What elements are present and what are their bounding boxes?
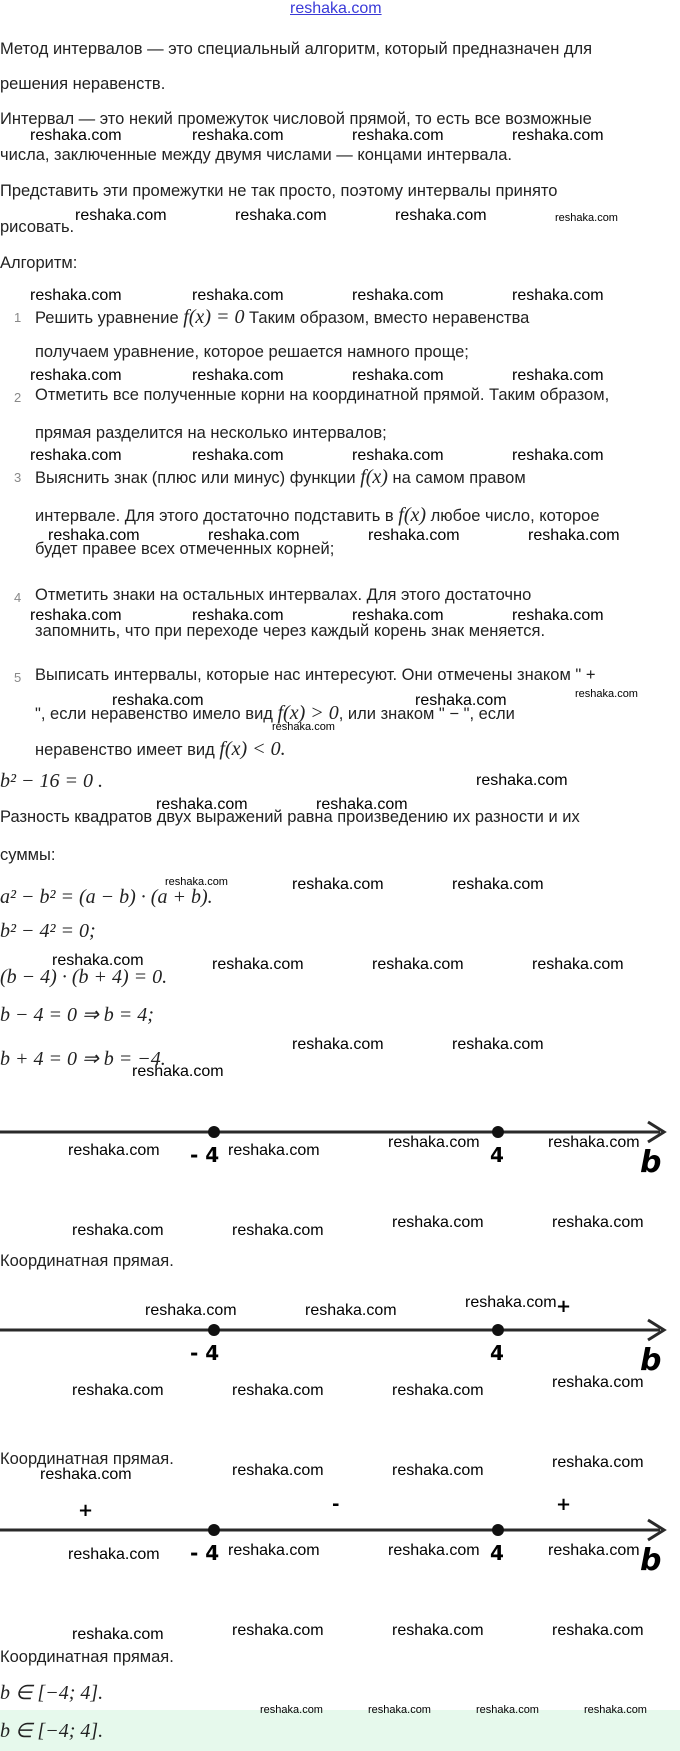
watermark: reshaka.com xyxy=(552,1214,644,1231)
watermark: reshaka.com xyxy=(305,1302,397,1319)
equation-4: (b − 4) · (b + 4) = 0. xyxy=(0,966,168,988)
watermark: reshaka.com xyxy=(415,692,507,709)
answer-line-1: b ∈ [−4; 4]. xyxy=(0,1682,104,1704)
watermark: reshaka.com xyxy=(48,527,140,544)
watermark: reshaka.com xyxy=(75,207,167,224)
watermark: reshaka.com xyxy=(512,447,604,464)
watermark: reshaka.com xyxy=(68,1142,160,1159)
sign-plus-right: + xyxy=(556,1494,572,1515)
watermark: reshaka.com xyxy=(228,1542,320,1559)
watermark: reshaka.com xyxy=(112,692,204,709)
watermark: reshaka.com xyxy=(584,1704,647,1716)
watermark: reshaka.com xyxy=(512,287,604,304)
watermark: reshaka.com xyxy=(368,527,460,544)
watermark: reshaka.com xyxy=(232,1622,324,1639)
watermark: reshaka.com xyxy=(192,447,284,464)
watermark: reshaka.com xyxy=(352,447,444,464)
watermark: reshaka.com xyxy=(465,1294,557,1311)
watermark: reshaka.com xyxy=(476,1704,539,1716)
watermark: reshaka.com xyxy=(528,527,620,544)
watermark: reshaka.com xyxy=(512,607,604,624)
step-5-line-1: Выписать интервалы, которые нас интересуют. Они отмечены знаком " + xyxy=(35,666,596,684)
step-number: 4 xyxy=(14,590,22,605)
point-minus-4 xyxy=(208,1126,220,1138)
watermark: reshaka.com xyxy=(192,287,284,304)
step-number: 5 xyxy=(14,670,22,685)
watermark: reshaka.com xyxy=(52,952,144,969)
variable-label: b xyxy=(640,1145,662,1180)
watermark: reshaka.com xyxy=(512,367,604,384)
watermark: reshaka.com xyxy=(388,1134,480,1151)
watermark: reshaka.com xyxy=(232,1382,324,1399)
watermark: reshaka.com xyxy=(368,1704,431,1716)
watermark: reshaka.com xyxy=(30,127,122,144)
watermark: reshaka.com xyxy=(392,1462,484,1479)
step-1-line-2: получаем уравнение, которое решается намного проще; xyxy=(35,343,469,361)
watermark: reshaka.com xyxy=(452,876,544,893)
equation-2: a² − b² = (a − b) · (a + b). xyxy=(0,886,213,908)
watermark: reshaka.com xyxy=(192,367,284,384)
step-5-line-3: неравенство имеет вид f(x) < 0. xyxy=(35,738,286,760)
watermark: reshaka.com xyxy=(552,1454,644,1471)
watermark: reshaka.com xyxy=(208,527,300,544)
step-4-line-2: запомнить, что при переходе через каждый корень знак меняется. xyxy=(35,622,546,640)
site-link[interactable]: reshaka.com xyxy=(290,0,382,17)
algorithm-heading: Алгоритм: xyxy=(0,254,78,272)
watermark: reshaka.com xyxy=(392,1214,484,1231)
point-4 xyxy=(492,1524,504,1536)
watermark: reshaka.com xyxy=(132,1063,224,1080)
sign-plus: + xyxy=(556,1300,572,1317)
watermark: reshaka.com xyxy=(548,1134,640,1151)
watermark: reshaka.com xyxy=(192,127,284,144)
watermark: reshaka.com xyxy=(235,207,327,224)
intro-line-6: рисовать. xyxy=(0,218,75,236)
watermark: reshaka.com xyxy=(532,956,624,973)
solution-text-2: суммы: xyxy=(0,846,56,864)
equation-6: b + 4 = 0 ⇒ b = −4. xyxy=(0,1048,166,1070)
watermark: reshaka.com xyxy=(392,1622,484,1639)
sign-minus-middle: - xyxy=(332,1494,340,1515)
equation-5: b − 4 = 0 ⇒ b = 4; xyxy=(0,1004,154,1026)
label-minus-4: - 4 xyxy=(190,1541,220,1565)
watermark: reshaka.com xyxy=(232,1222,324,1239)
watermark: reshaka.com xyxy=(212,956,304,973)
watermark: reshaka.com xyxy=(352,607,444,624)
label-minus-4: - 4 xyxy=(190,1341,220,1365)
intro-line-1: Метод интервалов — это специальный алгоритм, который предназначен для xyxy=(0,40,593,58)
watermark: reshaka.com xyxy=(292,876,384,893)
label-minus-4: - 4 xyxy=(190,1143,220,1167)
caption-1: Координатная прямая. xyxy=(0,1252,174,1270)
watermark: reshaka.com xyxy=(552,1374,644,1391)
point-4 xyxy=(492,1126,504,1138)
watermark: reshaka.com xyxy=(30,287,122,304)
label-4: 4 xyxy=(490,1541,504,1565)
watermark: reshaka.com xyxy=(30,447,122,464)
watermark: reshaka.com xyxy=(392,1382,484,1399)
sign-plus-left: + xyxy=(78,1500,94,1521)
watermark: reshaka.com xyxy=(156,796,248,813)
watermark: reshaka.com xyxy=(72,1626,164,1643)
point-4 xyxy=(492,1324,504,1336)
step-3-line-2: интервале. Для этого достаточно подставить в f(x) любое число, которое xyxy=(35,504,600,526)
step-1-line-1: Решить уравнение f(x) = 0 Таким образом, вместо неравенства xyxy=(35,306,530,328)
label-4: 4 xyxy=(490,1143,504,1167)
label-4: 4 xyxy=(490,1341,504,1365)
watermark: reshaka.com xyxy=(272,721,335,733)
intro-line-3: Интервал — это некий промежуток числовой прямой, то есть все возможные xyxy=(0,110,592,128)
step-2-line-2: прямая разделится на несколько интервалов; xyxy=(35,424,387,442)
watermark: reshaka.com xyxy=(575,688,638,700)
watermark: reshaka.com xyxy=(260,1704,323,1716)
step-number: 3 xyxy=(14,470,22,485)
watermark: reshaka.com xyxy=(388,1542,480,1559)
intro-line-2: решения неравенств. xyxy=(0,75,166,93)
solution-text-1: Разность квадратов двух выражений равна произведению их разности и их xyxy=(0,808,580,826)
watermark: reshaka.com xyxy=(228,1142,320,1159)
intro-line-4: числа, заключенные между двумя числами — концами интервала. xyxy=(0,146,512,164)
watermark: reshaka.com xyxy=(145,1302,237,1319)
watermark: reshaka.com xyxy=(316,796,408,813)
watermark: reshaka.com xyxy=(232,1462,324,1479)
watermark: reshaka.com xyxy=(40,1466,132,1483)
watermark: reshaka.com xyxy=(68,1546,160,1563)
step-4-line-1: Отметить знаки на остальных интервалах. Для этого достаточно xyxy=(35,586,532,604)
watermark: reshaka.com xyxy=(72,1382,164,1399)
watermark: reshaka.com xyxy=(352,287,444,304)
watermark: reshaka.com xyxy=(292,1036,384,1053)
point-minus-4 xyxy=(208,1324,220,1336)
watermark: reshaka.com xyxy=(192,607,284,624)
step-3-line-3: будет правее всех отмеченных корней; xyxy=(35,540,335,558)
watermark: reshaka.com xyxy=(476,772,568,789)
watermark: reshaka.com xyxy=(555,212,618,224)
watermark: reshaka.com xyxy=(352,367,444,384)
watermark: reshaka.com xyxy=(30,367,122,384)
watermark: reshaka.com xyxy=(30,607,122,624)
watermark: reshaka.com xyxy=(395,207,487,224)
equation-3: b² − 4² = 0; xyxy=(0,920,96,942)
caption-2: Координатная прямая. xyxy=(0,1450,174,1468)
step-5-line-2: ", если неравенство имело вид f(x) > 0, или знаком " − ", если xyxy=(35,702,515,724)
variable-label: b xyxy=(640,1343,662,1378)
watermark: reshaka.com xyxy=(548,1542,640,1559)
step-3-line-1: Выяснить знак (плюс или минус) функции f(x) на самом правом xyxy=(35,466,526,488)
step-number: 1 xyxy=(14,310,22,325)
intro-line-5: Представить эти промежутки не так просто, поэтому интервалы принято xyxy=(0,182,558,200)
watermark: reshaka.com xyxy=(452,1036,544,1053)
watermark: reshaka.com xyxy=(72,1222,164,1239)
watermark: reshaka.com xyxy=(552,1622,644,1639)
point-minus-4 xyxy=(208,1524,220,1536)
watermark: reshaka.com xyxy=(372,956,464,973)
step-number: 2 xyxy=(14,390,22,405)
step-2-line-1: Отметить все полученные корни на координатной прямой. Таким образом, xyxy=(35,386,610,404)
equation-1: b² − 16 = 0 . xyxy=(0,770,103,792)
number-line-3 xyxy=(0,1490,680,1580)
watermark: reshaka.com xyxy=(165,876,228,888)
watermark: reshaka.com xyxy=(512,127,604,144)
answer-line-2: b ∈ [−4; 4]. xyxy=(0,1720,104,1742)
variable-label: b xyxy=(640,1543,662,1578)
watermark: reshaka.com xyxy=(352,127,444,144)
caption-3: Координатная прямая. xyxy=(0,1648,174,1666)
